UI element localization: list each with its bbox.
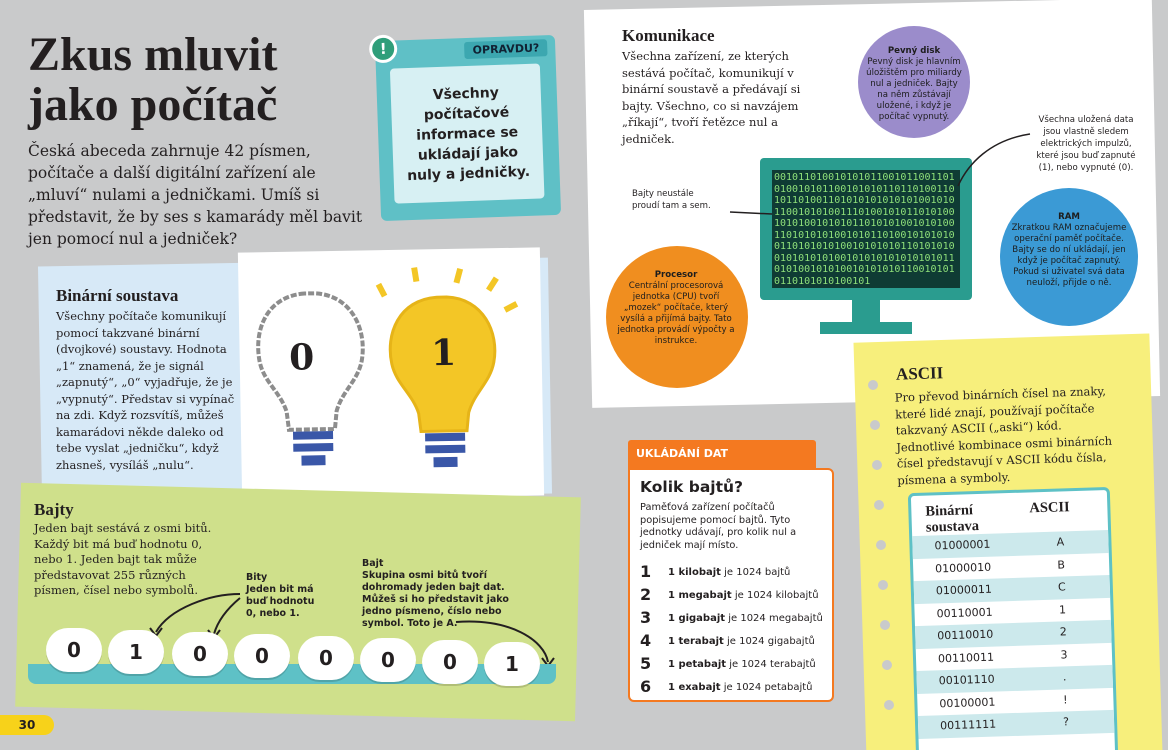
storage-row-rest: je 1024 bajtů — [720, 567, 791, 578]
lightbulb-on-icon — [378, 266, 519, 468]
storage-row-num: 4 — [640, 631, 652, 650]
storage-row-unit: 1 petabajt — [668, 659, 727, 670]
binary-cell: 00110001 — [936, 605, 993, 620]
byte-label-title: Bajt — [362, 558, 384, 569]
notebook-hole — [884, 700, 894, 710]
bit-cell: 1 — [108, 630, 164, 674]
binary-cell: 00111111 — [939, 717, 997, 733]
col-binary-header: Binární soustava — [925, 502, 980, 536]
communication-text: Všechna zařízení, ze kterých sestává počítač, komunikují v binární soustavě a předávají si bajty. Všechno, co si navzájem „říkají“, tvoří řetězce nul a jedniček. — [622, 49, 801, 146]
notebook-hole — [880, 620, 890, 630]
ascii-cell: 2 — [1059, 625, 1067, 639]
bit-cell: 0 — [234, 634, 290, 678]
binary-cell: 01000010 — [934, 560, 992, 575]
exclamation-icon: ! — [369, 34, 398, 63]
storage-row-rest: je 1024 petabajtů — [720, 682, 813, 693]
storage-text: Paměťová zařízení počítačů popisujeme pomocí bajtů. Tyto jednotky udávají, pro kolik nul a jedniček mají místo. — [640, 502, 797, 551]
storage-row-unit: 1 exabajt — [668, 682, 721, 693]
ascii-cell: . — [1062, 670, 1067, 684]
col-ascii-header: ASCII — [1029, 499, 1070, 517]
ascii-text: Pro převod binárních čísel na znaky, které lidé znají, používají počítače takzvaný ASCII („aski“) kód. Jednotlivé kombinace osmi binárních čísel představují v ASCII kódu čísla, písmena a symboly. — [894, 383, 1113, 488]
page-number: 30 — [0, 715, 54, 735]
storage-heading: Kolik bajtů? — [640, 478, 744, 496]
binary-cell: 01000011 — [935, 582, 993, 598]
storage-row — [640, 679, 813, 696]
ascii-cell: B — [1057, 557, 1066, 572]
storage-row-unit: 1 megabajt — [668, 590, 732, 601]
storage-row-rest: je 1024 megabajtů — [725, 613, 823, 624]
note-bytes-flow: Bajty neustále proudí tam a sem. — [632, 189, 711, 211]
monitor-base — [820, 322, 912, 334]
ascii-cell: 1 — [1058, 602, 1067, 617]
table-row — [918, 710, 1115, 739]
notebook-hole — [872, 460, 882, 470]
storage-row-unit: 1 gigabajt — [668, 613, 726, 624]
notebook-hole — [870, 420, 880, 430]
ascii-heading: ASCII — [895, 363, 944, 384]
notebook-hole — [876, 540, 886, 550]
lightbulb-off-icon — [257, 292, 365, 466]
bit-cell: 1 — [484, 642, 540, 686]
bulbs-illustration — [238, 247, 544, 500]
page-title: Zkus mluvit jako počítač — [28, 28, 278, 131]
bit-cell: 0 — [46, 628, 102, 672]
binary-cell: 00101110 — [938, 672, 995, 688]
monitor-screen: 0010110100101010110010110011010100101011001010101101101001101011010011010101010101010010101100101010011101001010110101001010100101010110101010010101001101010101001010110100101010100110101010100101010101101010100101010101001010101010101010110101001010100101010101100101010110101010100101 — [772, 170, 960, 288]
bit-cell: 0 — [298, 636, 354, 680]
storage-tag: UKLÁDÁNÍ DAT — [628, 440, 816, 468]
bytes-text: Jeden bajt sestává z osmi bitů. Každý bit má buď hodnotu 0, nebo 1. Jeden bajt tak může představovat 255 různých písmen, čísel nebo symbolů. — [34, 521, 212, 597]
bits-label-text: Jeden bit má buď hodnotu 0, nebo 1. — [246, 584, 315, 619]
storage-row-num: 1 — [640, 562, 652, 581]
ram-desc: Zkratkou RAM označujeme operační paměť počítače. Bajty se do ní ukládají, jen když je počítač zapnutý. Pokud si uživatel svá data neuloží, přijde o ně. — [1011, 223, 1127, 288]
fact-tag: OPRAVDU? — [464, 39, 547, 59]
binary-heading: Binární soustava — [56, 286, 179, 305]
binary-text: Všechny počítače komunikují pomocí takzvané binární (dvojkové) soustavy. Hodnota „1“ znamená, že je signál „zapnutý“, „0“ vyjadřuje, že je „vypnutý“. Představ si vypínač na zdi. Když rozsvítíš, můžeš kamarádovi někde daleko od tebe vyslat „jedničku“, když zhasneš, vysíláš „nulu“. — [56, 309, 235, 472]
bytes-heading: Bajty — [34, 500, 74, 519]
processor-text — [616, 270, 736, 347]
storage-row-unit: 1 terabajt — [668, 636, 724, 647]
ascii-cell: ! — [1062, 692, 1068, 706]
bit-cell: 0 — [360, 638, 416, 682]
intro-text: Česká abeceda zahrnuje 42 písmen, počítače a další digitální zařízení ale „mluví“ nulami a jedničkami. Umíš si představit, že by ses s kamarády měl bavit jen pomocí nul a jedniček? — [28, 142, 363, 248]
bit-cell: 0 — [172, 632, 228, 676]
binary-cell: 00110010 — [937, 627, 994, 643]
processor-title: Procesor — [654, 270, 698, 280]
bulb-off-label: 0 — [288, 336, 315, 379]
ascii-cell: C — [1057, 580, 1066, 594]
fact-text: Všechny počítačové informace se ukládají jako nuly a jedničky. — [390, 63, 545, 203]
storage-row-unit: 1 kilobajt — [668, 567, 721, 578]
binary-cell: 01000001 — [934, 537, 991, 553]
storage-row-rest: je 1024 terabajtů — [726, 659, 816, 670]
storage-row — [640, 633, 815, 650]
hard-disk-title: Pevný disk — [887, 46, 941, 56]
hard-disk-text — [864, 46, 964, 123]
storage-row — [640, 656, 816, 673]
ascii-table — [908, 487, 1118, 750]
callout-lines — [700, 120, 1060, 280]
fact-box — [375, 35, 561, 221]
bulb-on-label: 1 — [430, 331, 457, 375]
storage-row-num: 2 — [640, 585, 652, 604]
notebook-hole — [874, 500, 884, 510]
notebook-hole — [868, 380, 878, 390]
bulbs-panel — [238, 247, 544, 500]
notebook-hole — [882, 660, 892, 670]
storage-row-num: 3 — [640, 608, 652, 627]
bits-label-title: Bity — [246, 572, 268, 583]
ascii-cell: A — [1056, 535, 1065, 549]
storage-row — [640, 587, 819, 604]
binary-cell: 00100001 — [939, 695, 996, 710]
binary-cell: 00110011 — [937, 650, 995, 665]
storage-row-rest: je 1024 gigabajtů — [723, 636, 815, 647]
note-impulses: Všechna uložená data jsou vlastně sledem elektrických impulzů, které jsou buď zapnuté (1), nebo vypnuté (0). — [1036, 115, 1136, 173]
ram-title: RAM — [1058, 212, 1080, 222]
ascii-cell: ? — [1062, 715, 1070, 729]
storage-row — [640, 564, 790, 581]
bit-cell: 0 — [422, 640, 478, 684]
storage-row-rest: je 1024 kilobajtů — [731, 590, 819, 601]
monitor-stand — [852, 300, 880, 322]
notebook-hole — [878, 580, 888, 590]
hard-disk-desc: Pevný disk je hlavním úložištěm pro miliardy nul a jedniček. Bajty na něm zůstávají uložené, i když je počítač vypnutý. — [866, 57, 962, 122]
ascii-table-header — [911, 490, 1108, 536]
storage-row-num: 5 — [640, 654, 652, 673]
processor-desc: Centrální procesorová jednotka (CPU) tvoří „mozek“ počítače, který vysílá a přijímá bajty. Tato jednotka provádí výpočty a instrukce. — [617, 281, 735, 346]
byte-label-text: Skupina osmi bitů tvoří dohromady jeden bajt dat. Můžeš si ho představit jako jedno písmeno, číslo nebo symbol. Toto je A. — [362, 570, 509, 629]
storage-row-num: 6 — [640, 677, 652, 696]
communication-heading: Komunikace — [622, 26, 715, 45]
storage-row — [640, 610, 823, 627]
ascii-cell: 3 — [1060, 647, 1068, 662]
